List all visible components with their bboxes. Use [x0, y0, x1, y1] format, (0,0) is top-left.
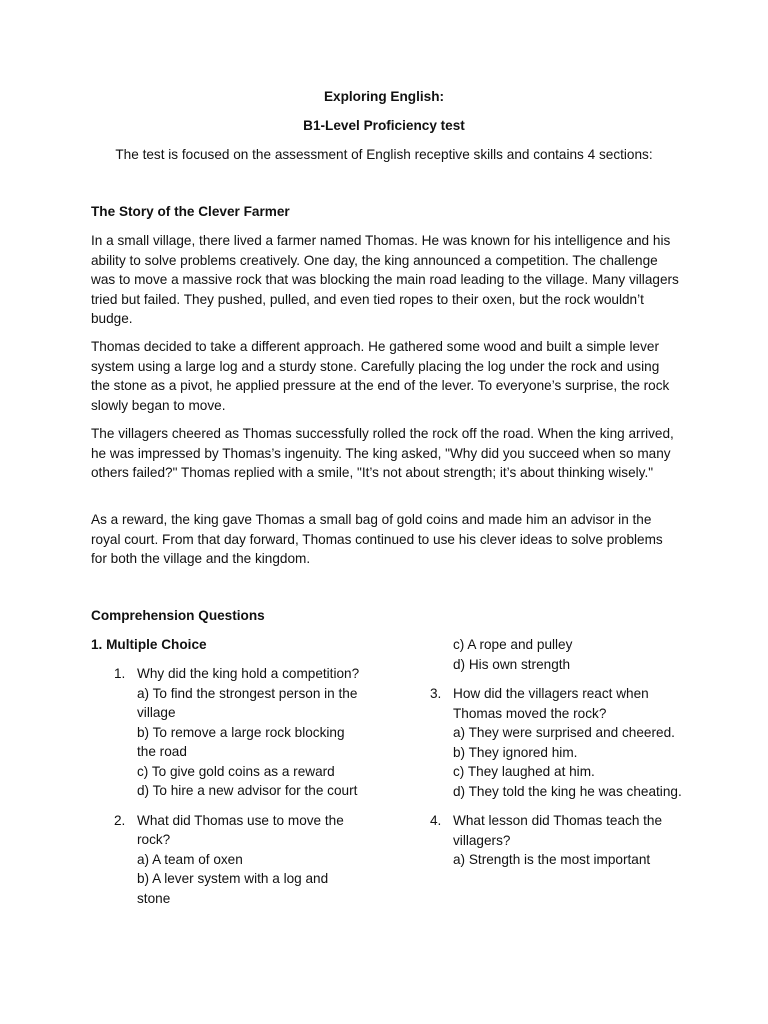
question-text: What lesson did Thomas teach the villagers? [453, 813, 663, 848]
multiple-choice-title: 1. Multiple Choice [91, 637, 207, 652]
answer-option: d) His own strength [453, 656, 571, 672]
story-paragraph-2: Thomas decided to take a different approach. He gathered some wood and built a simple lever system using a large log and a sturdy stone. Carefully placing the log under the rock and using the stone as a pivot, he applied pressure at the end of the lever. To everyone’s surprise, the rock slowly began to move. [91, 339, 670, 413]
document-subtitle: B1-Level Proficiency test [303, 118, 465, 133]
answer-option: b) A lever system with a log and stone [137, 871, 329, 906]
answer-option: c) They laughed at him. [453, 764, 595, 779]
question-4 [407, 811, 682, 870]
answer-option: c) A rope and pulley [453, 637, 573, 652]
story-paragraph-4: As a reward, the king gave Thomas a small bag of gold coins and made him an advisor in the royal court. From that day forward, Thomas continued to use his clever ideas to solve problems for both the village and the kingdom. [91, 512, 663, 566]
question-number: 2. [114, 812, 126, 828]
question-number: 4. [430, 813, 442, 828]
document-title: Exploring English: [323, 89, 445, 104]
answer-option: b) To remove a large rock blocking the road [137, 724, 345, 759]
answer-option: a) Strength is the most important [453, 852, 651, 867]
answer-option: a) To find the strongest person in the village [137, 685, 358, 720]
answer-option: d) To hire a new advisor for the court [137, 783, 358, 798]
story-title: The Story of the Clever Farmer [91, 204, 290, 219]
question-2 [91, 811, 361, 909]
questions-right-column [407, 635, 682, 880]
answer-option: c) To give gold coins as a reward [137, 763, 335, 779]
question-3 [407, 684, 682, 801]
story-paragraph-3: The villagers cheered as Thomas successfully rolled the rock off the road. When the king arrived, he was impressed by Thomas’s ingenuity. The king asked, "Why did you succeed when so many others failed?" Thomas replied with a smile, "It’s not about strength; it’s about thinking wisely." [91, 426, 674, 480]
answer-option: a) A team of oxen [137, 851, 243, 867]
question-number: 3. [430, 686, 442, 701]
question-text: Why did the king hold a competition? [137, 666, 360, 681]
question-text: How did the villagers react when Thomas moved the rock? [453, 686, 649, 721]
questions-left-column [91, 664, 361, 918]
story-paragraph-1: In a small village, there lived a farmer named Thomas. He was known for his intelligence and his ability to solve problems creatively. One day, the king announced a competition. The challenge was to move a massive rock that was blocking the main road leading to the village. Many villagers tried but failed. They pushed, pulled, and even tied ropes to their oxen, but the rock wouldn’t budge. [91, 233, 679, 326]
answer-option: a) They were surprised and cheered. [453, 725, 675, 740]
test-intro: The test is focused on the assessment of English receptive skills and contains 4 sections: [115, 147, 653, 162]
comprehension-title: Comprehension Questions [91, 608, 265, 623]
answer-option: d) They told the king he was cheating. [453, 783, 682, 799]
question-1 [91, 664, 361, 801]
answer-option: b) They ignored him. [453, 744, 578, 760]
question-number: 1. [114, 666, 126, 681]
question-text: What did Thomas use to move the rock? [137, 812, 344, 847]
question-2-continued [407, 635, 682, 674]
